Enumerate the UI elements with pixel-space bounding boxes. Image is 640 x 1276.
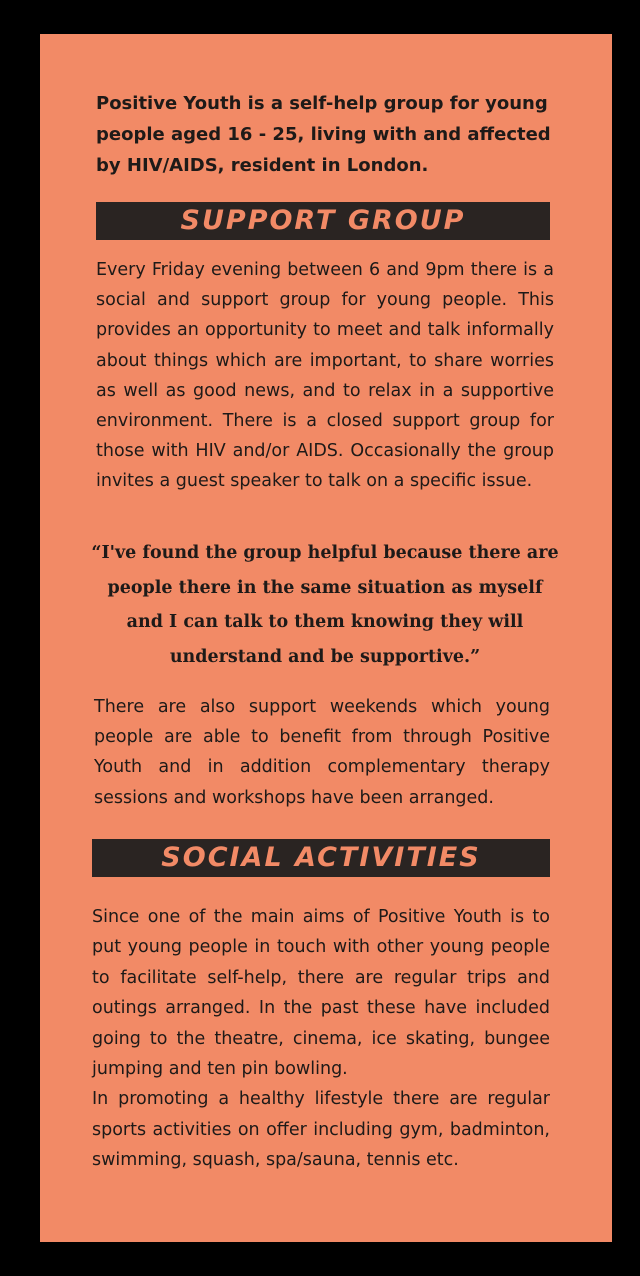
social-activities-paragraph-1: Since one of the main aims of Positive Youth is to put young people in touch with other young people to facilitate self-help, there are regular trips and outings arranged. In the past these have included going to the theatre, cinema, ice skating, bungee jumping and ten pin bowling.: [92, 907, 550, 1080]
testimonial-quote: “I've found the group helpful because there are people there in the same situation as myself and I can talk to them knowing they will understand and be supportive.”: [91, 543, 559, 667]
social-activities-paragraph-2: In promoting a healthy lifestyle there are regular sports activities on offer including gym, badminton, swimming, squash, spa/sauna, tennis etc.: [92, 1089, 550, 1171]
social-activities-text: [92, 902, 550, 1176]
support-group-heading: SUPPORT GROUP: [96, 202, 550, 240]
social-activities-heading: SOCIAL ACTIVITIES: [92, 839, 550, 877]
leaflet-page: [40, 34, 612, 1242]
support-group-paragraph: Every Friday evening between 6 and 9pm there is a social and support group for young people. This provides an opportunity to meet and talk informally about things which are important, to share worries as well as good news, and to relax in a supportive environment. There is a closed support group for those with HIV and/or AIDS. Occasionally the group invites a guest speaker to talk on a specific issue.: [96, 260, 554, 492]
support-weekends-paragraph: There are also support weekends which young people are able to benefit from through Positive Youth and in addition complementary therapy sessions and workshops have been arranged.: [94, 697, 550, 808]
intro-text: Positive Youth is a self-help group for young people aged 16 - 25, living with and affected by HIV/AIDS, resident in London.: [96, 93, 551, 176]
